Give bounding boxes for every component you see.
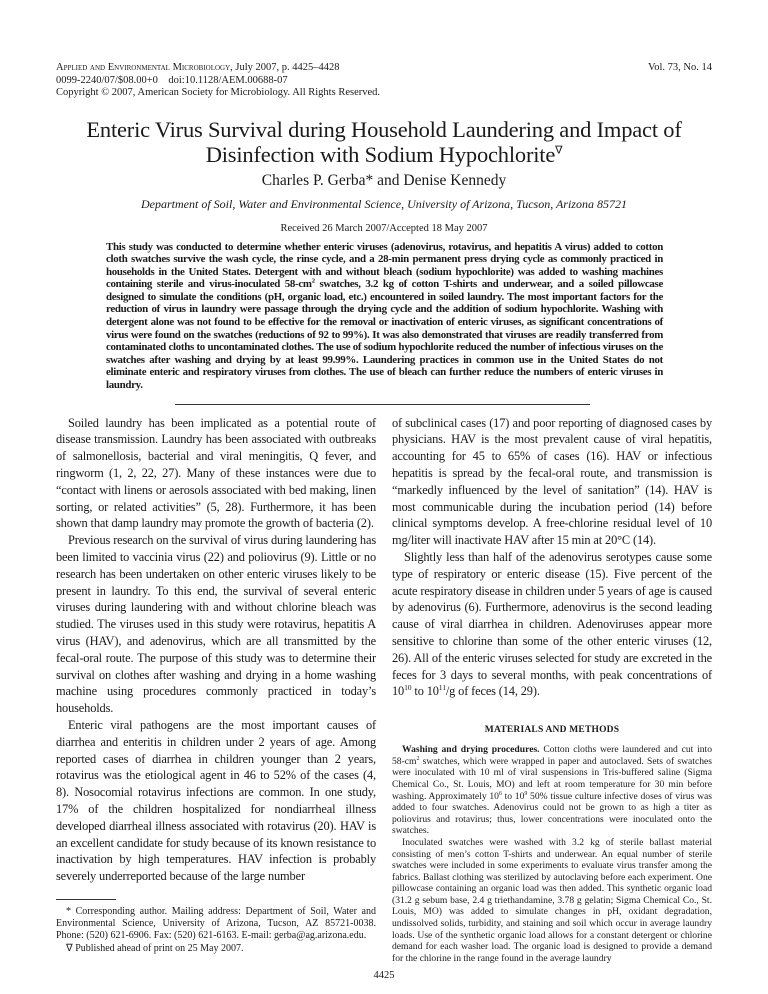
paragraph [392,415,712,549]
text-run: This study was conducted to determine whether enteric viruses (adenovirus, rotavirus, and hepatitis A virus) added to cotton cloth swatches survive the wash cycle, the rinse cycle, and a 28-min permanent press drying cycle as commonly practiced in households in the United States. Detergent with and without bleach (sodium hypochlorite) was added to washing machines containing sterile and virus-inoculated 58-cm [106,240,663,291]
superscript: 11 [438,683,446,693]
superscript: 2 [311,277,315,285]
section-heading: MATERIALS AND METHODS [484,725,620,736]
text-run: to 10 [501,790,525,802]
authors: Charles P. Gerba* and Denise Kennedy [261,171,507,189]
text-run: Soiled laundry has been implicated as a potential route of disease transmission. Laundry has been associated with outbreaks of salmonellosis, bacterial and viral meningitis, Q fever, and ringworm (1, 2, 22, 27). Many of these instances were due to “contact with linens or aerosols associated with bed making, linen sorting, or related activities” (5, 28). Furthermore, it has been shown that damp laundry may promote the growth of bacteria (2). [56,415,376,531]
right-column-text [392,415,712,701]
title-text: Enteric Virus Survival during Household Laundering and Impact of Disinfection with Sodium Hypochlorite [86,116,682,167]
right-column [392,415,712,965]
paragraph [56,717,376,885]
superscript: 2 [416,755,420,762]
article-title [40,117,728,167]
superscript: 9 [524,790,528,797]
body-columns [56,415,712,965]
paragraph [56,532,376,717]
text-run: Inoculated swatches were washed with 3.2 kg of sterile ballast material consisting of men’s cotton T-shirts and underwear. An equal number of sterile swatches were included in some experiments to evaluate virus transfer among the fabrics. Ballast clothing was sterilized by autoclaving before each experiment. One pillowcase containing an organic load was then added. This synthetic organic load (31.2 g sebum base, 2.4 g triethandamine, 3.78 g gelatin; Sigma Chemical Co., St. Louis, MO) was added to simulate changes in pH, oxidant degradation, undissolved solids, turbidity, and staining and soil which occur in average laundry loads. Use of the synthetic organic load allows for a constant detergent or chlorine demand for each washer load. The organic load is designed to provide a demand for the chlorine in the range found in the average laundry [392,836,712,964]
text-run: Enteric viral pathogens are the most important causes of diarrhea and enteritis in children under 2 years of age. Among reported cases of diarrhea in children younger than 2 years, rotavirus was the etiological agent in 46 to 52% of the cases (4, 8). Nosocomial rotavirus infections are common. In one study, 17% of the children hospitalized for nondiarrheal illness developed diarrheal illness associated with rotavirus (20). HAV is an excellent candidate for study because of its known resistance to inactivation by high temperatures. HAV infection is probably severely underreported because of the large number [56,717,376,884]
journal-header [56,62,712,100]
text-run: Cotton cloths were laundered and cut into 58-cm [392,744,712,767]
text-run: of subclinical cases (17) and poor reporting of diagnosed cases by physicians. HAV is the most prevalent cause of viral hepatitis, accounting for 45 to 65% of cases (16). HAV or infectious hepatitis is spread by the fecal-oral route, and transmission is “markedly influenced by the level of sanitation” (14). HAV is most communicable during the incubation period (14) before clinical symptoms develop. A free-chlorine residual level of 10 mg/liter will inactivate HAV after 15 min at 20°C (14). [392,415,712,548]
journal-name: Applied and Environmental Microbiology [56,62,231,73]
affiliation: Department of Soil, Water and Environmental Science, University of Arizona, Tucson, Arizona 85721 [141,196,627,211]
text-run: Previous research on the survival of virus during laundering has been limited to vaccinia virus (22) and poliovirus (9). Little or no research has been undertaken on other enteric viruses likely to be present in laundry. To this end, the survival of several enteric viruses during laundering with and without chlorine bleach was studied. The viruses used in this study were rotavirus, hepatitis A virus (HAV), and adenovirus, which are all transmitted by the fecal-oral route. The purpose of this study was to determine their survival on clothes after washing and drying in a home washing machine using procedures commonly practiced in today’s households. [56,533,376,716]
paragraph [392,549,712,700]
footnote-corresponding: * Corresponding author. Mailing address: Department of Soil, Water and Environmental Science, University of Arizona, Tucson, AZ 85721-0038. Phone: (520) 621-6906. Fax: (520) 621-6163. E-mail: gerba@ag.arizona.edu. [56,905,376,942]
left-column [56,415,376,955]
footnote-divider [56,899,116,900]
left-column-text [56,415,376,885]
superscript: 6 [498,790,502,797]
abstract [106,241,663,392]
issn-doi: 0099-2240/07/$08.00+0 doi:10.1128/AEM.00688-07 [56,74,288,86]
text-run: Slightly less than half of the adenovirus serotypes cause some type of respiratory or enteric disease (15). Five percent of the acute respiratory disease in children under 5 years of age is caused by adenovirus (6). Furthermore, adenovirus is the second leading cause of viral diarrhea in children. Adenoviruses appear more sensitive to chlorine than some of the other enteric viruses (12, 26). All of the enteric viruses selected for study are excreted in the feces for 3 days to several months, with peak concentrations of 10 [392,550,712,699]
footnotes [56,906,376,955]
run-in-heading: Washing and drying procedures. [402,744,540,756]
article-page [56,62,712,964]
received-dates: Received 26 March 2007/Accepted 18 May 2007 [280,222,488,234]
title-mark: ∇ [555,144,563,156]
superscript: 10 [404,683,412,693]
paragraph [392,744,712,837]
copyright: Copyright © 2007, American Society for Microbiology. All Rights Reserved. [56,87,381,98]
page-number: 4425 [373,970,395,981]
text-run: 50% tissue culture infective doses of virus was added to four swatches. Adenovirus could not be grown to as high a titer as poliovirus and rotavirus; thus, lower concentrations were inoculated onto the swatches. [392,790,712,837]
text-run: /g of feces (14, 29). [445,684,540,699]
paragraph [56,415,376,533]
text-run: swatches, 3.2 kg of cotton T-shirts and underwear, and a soiled pillowcase designed to simulate the conditions (pH, organic load, etc.) encountered in soiled laundry. The most important factors for the reduction of virus in laundry were passage through the drying cycle and the addition of sodium hypochlorite. Washing with detergent alone was not found to be effective for the removal or inactivation of enteric viruses, as significant concentrations of virus were found on the swatches (reductions of 92 to 99%). It was also demonstrated that viruses are readily transferred from contaminated cloths to uncontaminated clothes. The use of sodium hypochlorite reduced the number of infectious viruses on the swatches after washing and drying by at least 99.99%. Laundering practices in common use in the United States do not eliminate enteric and respiratory viruses from clothes. The use of bleach can further reduce the numbers of enteric viruses in laundry. [106,278,663,392]
issue-info: , July 2007, p. 4425–4428 [230,62,340,73]
footnote-block [56,885,376,955]
text-run: swatches, which were wrapped in paper and autoclaved. Sets of swatches were inoculated with 10 ml of viral suspensions in Tris-buffered saline (Sigma Chemical Co., St. Louis, MO) and left at room temperature for 30 min before washing. Approximately 10 [392,755,712,802]
volume-info: Vol. 73, No. 14 [648,62,712,73]
text-run: to 10 [411,684,439,699]
paragraph [392,837,712,965]
footnote-published: ∇ Published ahead of print on 25 May 2007. [66,942,244,954]
methods-text [392,744,712,964]
abstract-divider [175,404,590,405]
